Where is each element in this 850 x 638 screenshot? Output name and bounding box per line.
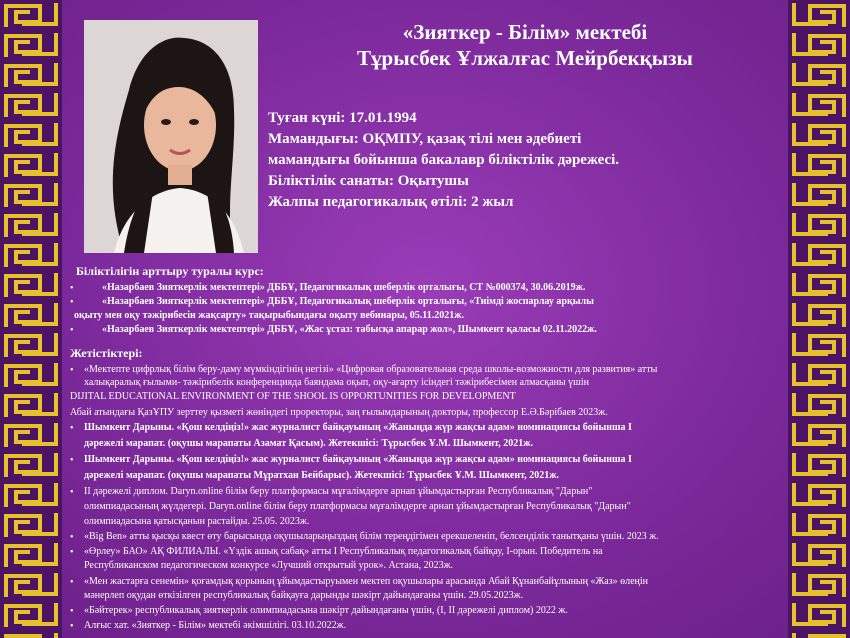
course-item-continuation: оқыту мен оқу тәжірибесін жақсарту» тақырыбындағы оқыту вебинары, 05.11.2021ж. xyxy=(74,310,464,321)
bullet-icon: • xyxy=(70,423,74,434)
achievement-line: олимпиадасына қатысқанын растайды. 25.05. 2023ж. xyxy=(84,516,310,527)
achievement-line: мәнерлеп оқудан өткізілген республикалық байқауға дарынды шәкірт дайындағаны үшін. 29.05.2023ж. xyxy=(84,590,524,601)
specialty-line-1: Мамандығы: ОҚМПУ, қазақ тілі мен әдебиеті xyxy=(268,131,582,147)
achievement-line: Алғыс хат. «Зияткер - Білім» мектебі әкімшілігі. 03.10.2022ж. xyxy=(84,620,347,631)
qualification-category: Біліктілік санаты: Оқытушы xyxy=(268,173,469,189)
achievement-line: «Big Ben» атты қысқы квест өту барысында оқушыларыңыздың білім тереңдігімен ерекшеленіп, белсенділік танытқаны үшін. 2023 ж. xyxy=(84,531,659,542)
course-item: «Назарбаев Зияткерлік мектептері» ДББҰ, Педагогикалық шеберлік орталығы, «Тиімді жоспарлау арқылы xyxy=(102,296,594,307)
achievement-line: олимпиадасының жүлдегері. Daryn.online білім беру платформасы мұғалімдерге арнап ұйымдастырған Республикалық "Дарын" xyxy=(84,501,631,512)
achievement-line: халықаралық ғылыми- тәжірибелік конференцияда баяндама оқып, оқу-ағарту ісіндегі тәжірибесімен алмасқаны үшін xyxy=(84,377,589,388)
right-ornament-border xyxy=(788,0,850,638)
achievement-line: DIJITAL EDUCATIONAL ENVIRONMENT OF THE SHOOL IS OPPORTUNITIES FOR DEVELOPMENT xyxy=(70,391,516,402)
achievement-line: Абай атындағы ҚазҰПУ зерттеу қызметі жөніндегі проректоры, заң ғылымдарының докторы, профессор Е.Ә.Бәрібаев 2023ж. xyxy=(70,407,608,418)
bullet-icon: • xyxy=(70,487,74,498)
bullet-icon: • xyxy=(70,455,74,466)
bullet-icon: • xyxy=(70,577,74,588)
bullet-icon: • xyxy=(70,547,74,558)
left-ornament-border xyxy=(0,0,62,638)
achievement-line: «Мектепте цифрлық білім беру-даму мүмкіндігінің негізі» «Цифровая образовательная среда школы-возможности для развития» атты xyxy=(84,364,658,375)
teacher-name: Тұрысбек Ұлжалғас Мейрбекқызы xyxy=(357,46,693,70)
bullet-icon: • xyxy=(70,621,74,632)
achievement-line: дәрежелі марапат. (оқушы марапаты Мұратхан Бейбарыс). Жетекшісі: Тұрысбек Ұ.М. Шымкент, 2021ж. xyxy=(84,470,559,481)
course-item: «Назарбаев Зияткерлік мектептері» ДББҰ, «Жас ұстаз: табысқа апарар жол», Шымкент қаласы 02.11.2022ж. xyxy=(102,324,597,335)
specialty-line-2: мамандығы бойынша бакалавр біліктілік дәрежесі. xyxy=(268,152,620,168)
teaching-experience: Жалпы педагогикалық өтілі: 2 жыл xyxy=(268,194,514,210)
school-title: «Зияткер - Білім» мектебі xyxy=(402,20,648,44)
birth-date: Туған күні: 17.01.1994 xyxy=(268,110,417,126)
bullet-icon: • xyxy=(70,365,74,376)
course-item: «Назарбаев Зияткерлік мектептері» ДББҰ, Педагогикалық шеберлік орталығы, СТ №000374, 30.06.2019ж. xyxy=(102,282,586,293)
teacher-photo xyxy=(84,20,258,253)
bullet-icon: • xyxy=(70,283,74,294)
achievement-line: «Мен жастарға сенемін» қоғамдық қорының ұйымдастыруымен мектеп оқушылары арасында Абай Құнанбайұлының «Жаз» өлеңін xyxy=(84,576,649,587)
bullet-icon: • xyxy=(70,606,74,617)
bullet-icon: • xyxy=(70,297,74,308)
achievement-line: «Бәйтерек» республикалық зияткерлік олимпиадасына шәкірт дайындағаны үшін, (І, ІІ дәрежелі диплом) 2022 ж. xyxy=(84,605,568,616)
achievement-line: «Өрлеу» БАО» АҚ ФИЛИАЛЫ. «Үздік ашық сабақ» атты І Республикалық педагогикалық байқау, І-орын. Победитель на xyxy=(84,546,603,557)
achievement-line: дәрежелі марапат. (оқушы марапаты Азамат Қасым). Жетекшісі: Тұрысбек Ұ.М. Шымкент, 2021ж. xyxy=(84,438,534,449)
bullet-icon: • xyxy=(70,532,74,543)
achievements-heading: Жетістіктері: xyxy=(70,346,143,360)
achievement-line: ІІ дәрежелі диплом. Daryn.online білім беру платформасы мұғалімдерге арнап ұйымдастырған Республикалық "Дарын" xyxy=(84,486,593,497)
courses-heading: Біліктілігін арттыру туралы курс: xyxy=(76,264,264,278)
achievement-line: Шымкент Дарыны. «Қош келдіңіз!» жас журналист байқауының «Жаныңда жүр жақсы адам» номинациясы бойынша І xyxy=(84,422,632,433)
achievement-line: Республиканском педагогическом конкурсе «Лучший открытый урок». Астана, 2023ж. xyxy=(84,560,454,571)
achievement-line: Шымкент Дарыны. «Қош келдіңіз!» жас журналист байқауының «Жаныңда жүр жақсы адам» номинациясы бойынша І xyxy=(84,454,632,465)
bullet-icon: • xyxy=(70,325,74,336)
